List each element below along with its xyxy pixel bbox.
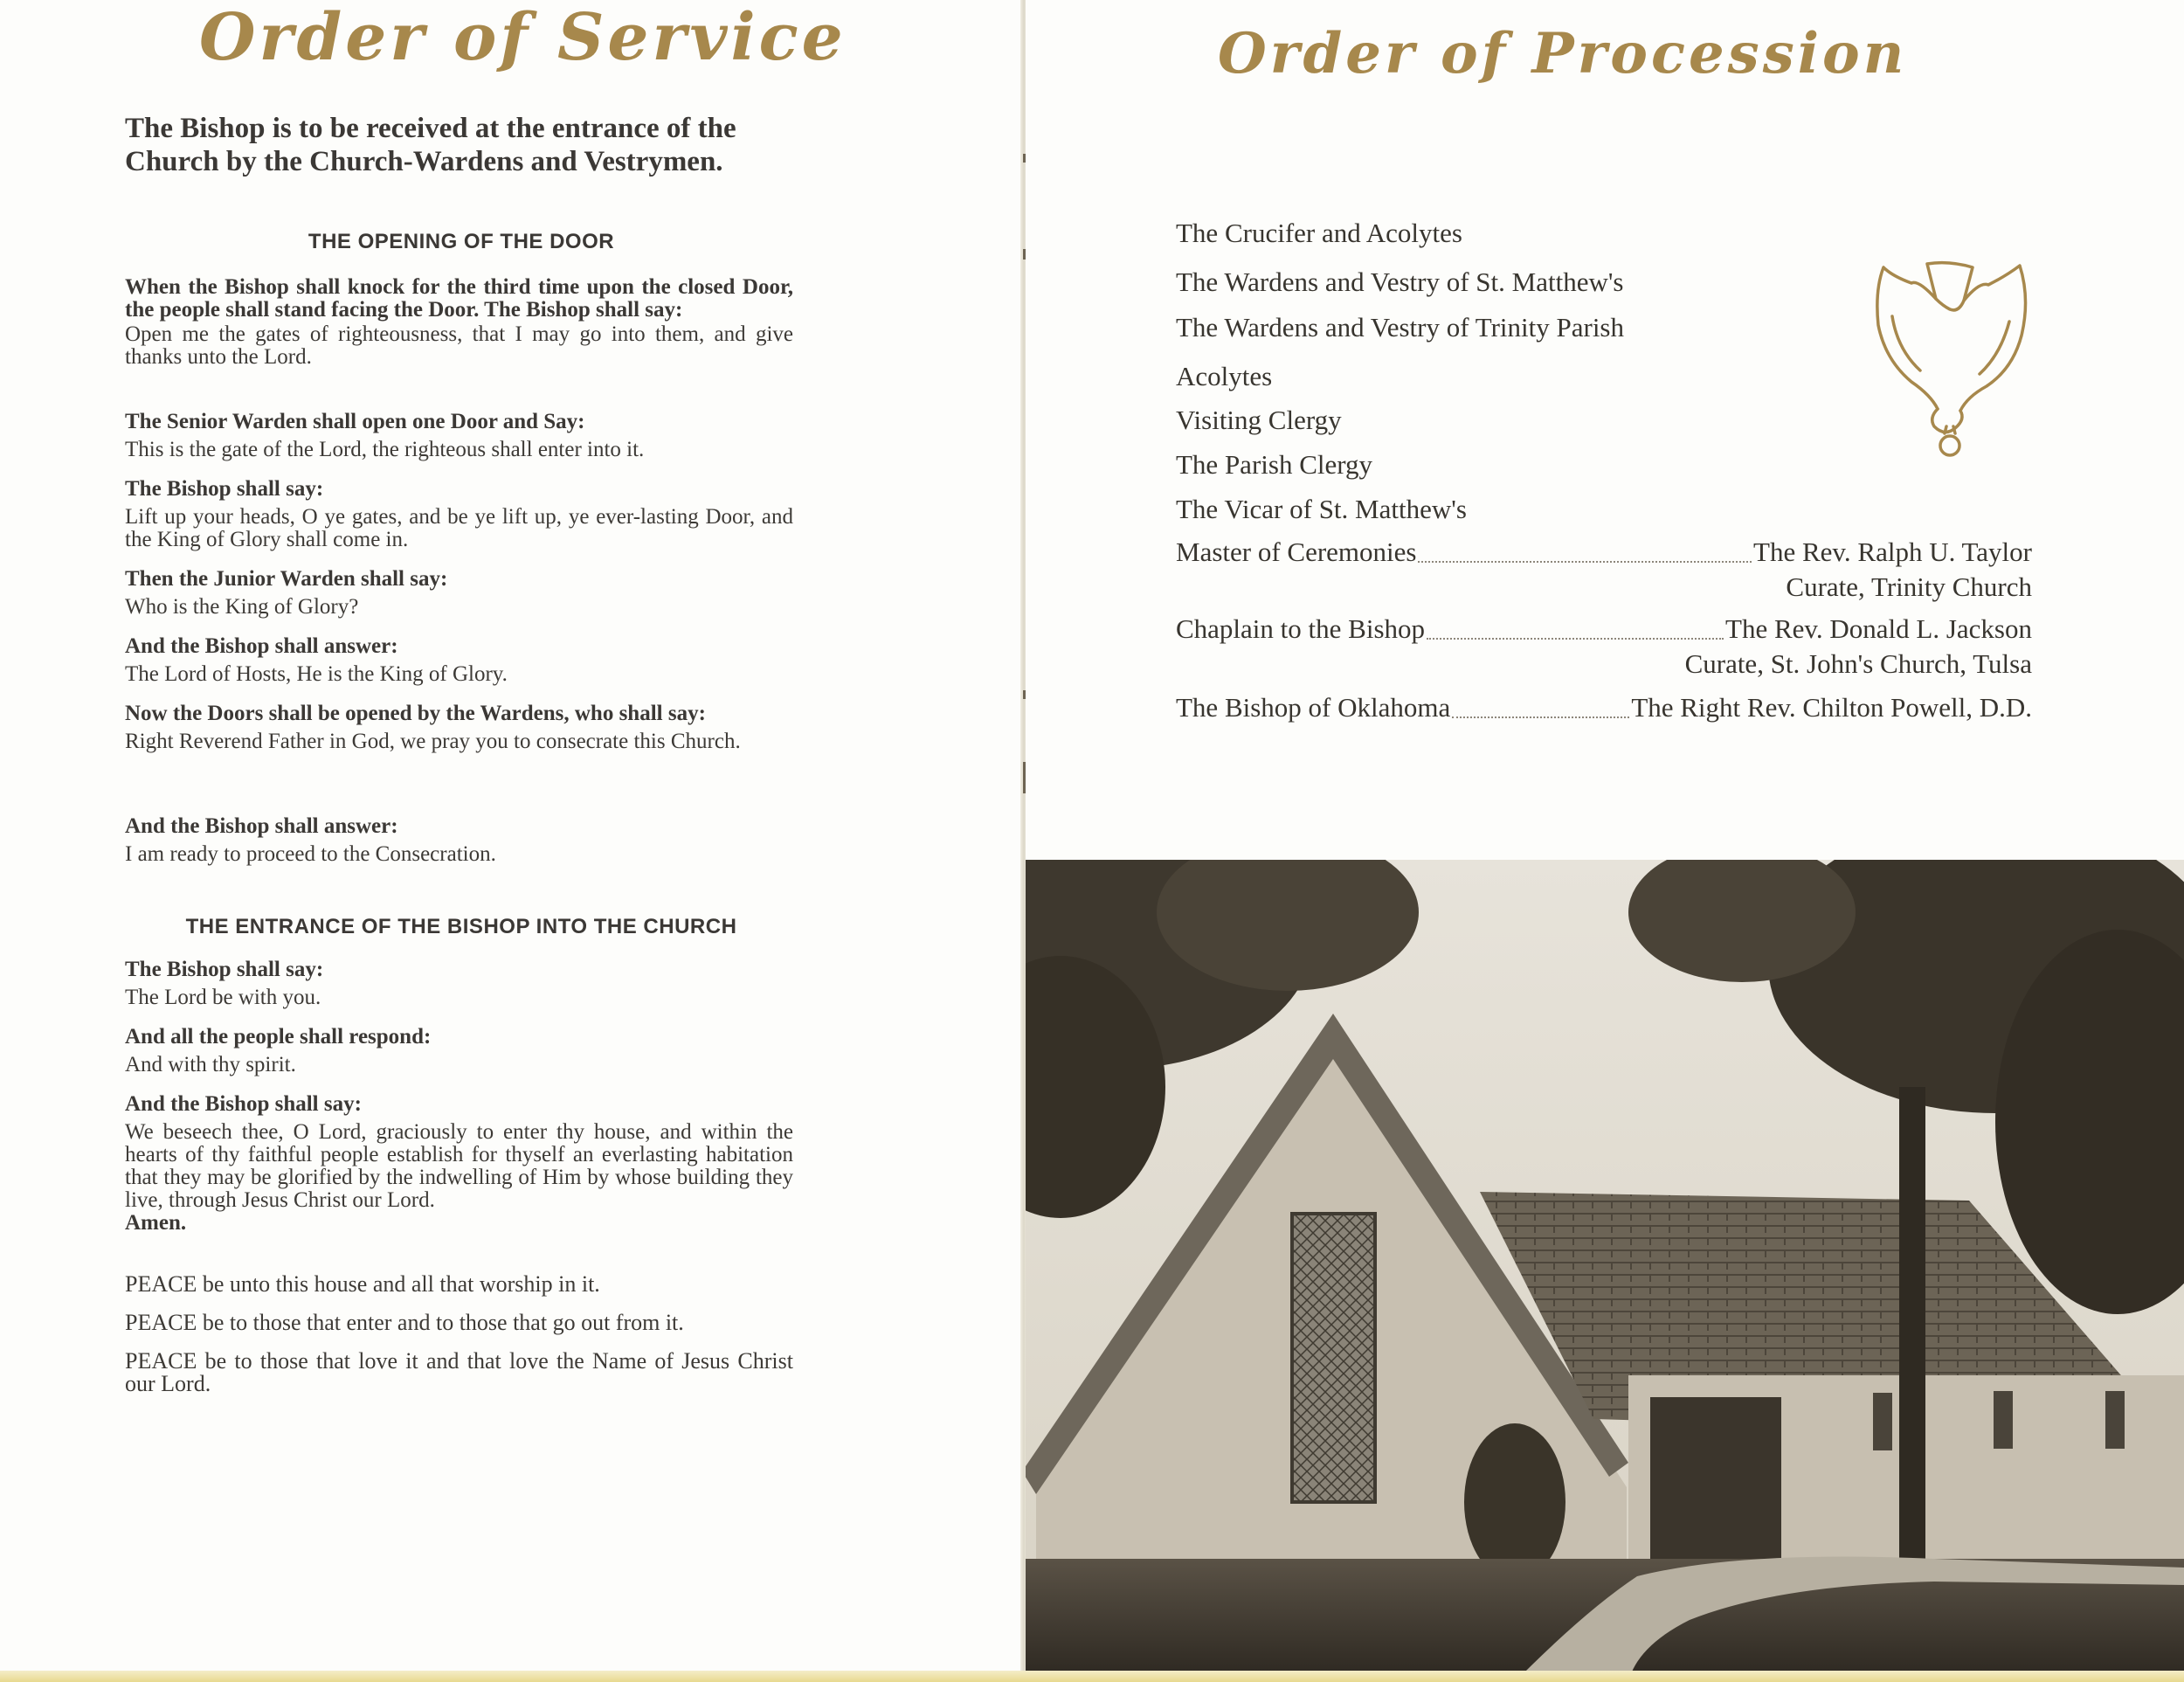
procession-line: The Vicar of St. Matthew's xyxy=(1176,494,1467,524)
official-role: Master of Ceremonies xyxy=(1176,536,1417,567)
spoken-text: The Lord of Hosts, He is the King of Glory. xyxy=(125,662,508,686)
peace-line: PEACE be to those that love it and that love the Name of Jesus Christ our Lord. xyxy=(125,1348,793,1396)
rubric-text: The Senior Warden shall open one Door and Say: xyxy=(125,410,585,433)
rubric-text: And the Bishop shall answer: xyxy=(125,634,398,658)
church-photograph xyxy=(1026,860,2184,1682)
rubric-text: And all the people shall respond: xyxy=(125,1025,432,1049)
descending-dove-icon xyxy=(1866,255,2032,465)
spoken-text: We beseech thee, O Lord, graciously to enter thy house, and within the hearts of thy faithful people establish for thyself an everlasting habitation that they may be glorified by the indwelling of Him by whose building they live, through Jesus Christ our Lord. xyxy=(125,1120,793,1212)
procession-line: Visiting Clergy xyxy=(1176,405,1342,435)
service-item xyxy=(125,411,793,461)
leader-dots xyxy=(1427,638,1724,640)
spoken-text: Who is the King of Glory? xyxy=(125,595,359,619)
official-name: The Right Rev. Chilton Powell, D.D. xyxy=(1631,692,2032,723)
spoken-text: Lift up your heads, O ye gates, and be ye lift up, ye ever-lasting Door, and the King of Glory shall come in. xyxy=(125,505,793,551)
rubric-text: Now the Doors shall be opened by the Wardens, who shall say: xyxy=(125,702,706,725)
procession-line: The Parish Clergy xyxy=(1176,449,1373,480)
official-role: The Bishop of Oklahoma xyxy=(1176,692,1451,723)
order-of-service-title: Order of Service xyxy=(199,0,847,75)
left-page xyxy=(0,0,1022,1682)
rubric-text: The Bishop shall say: xyxy=(125,477,324,501)
procession-official xyxy=(1176,612,2032,682)
spoken-text: The Lord be with you. xyxy=(125,986,321,1009)
service-item xyxy=(125,815,793,866)
peace-line: PEACE be to those that enter and to those that go out from it. xyxy=(125,1310,684,1335)
spoken-text: Right Reverend Father in God, we pray you to consecrate this Church. xyxy=(125,730,741,753)
section-heading-entrance: THE ENTRANCE OF THE BISHOP INTO THE CHURCH xyxy=(185,915,737,938)
peace-line: PEACE be unto this house and all that worship in it. xyxy=(125,1271,600,1297)
procession-line: The Wardens and Vestry of St. Matthew's xyxy=(1176,266,1624,297)
rubric-text: Then the Junior Warden shall say: xyxy=(125,567,448,591)
rubric-text: And the Bishop shall say: xyxy=(125,1092,362,1116)
official-subtitle: Curate, St. John's Church, Tulsa xyxy=(1684,648,2032,679)
order-of-procession-title: Order of Procession xyxy=(1218,21,1908,87)
official-role: Chaplain to the Bishop xyxy=(1176,613,1426,644)
leader-dots xyxy=(1418,561,1752,563)
page-edge xyxy=(0,1671,2184,1682)
service-item xyxy=(125,959,793,1009)
official-name: The Rev. Ralph U. Taylor xyxy=(1753,536,2032,567)
procession-line: The Wardens and Vestry of Trinity Parish xyxy=(1176,312,1624,343)
service-item xyxy=(125,478,793,551)
section-heading-opening-door: THE OPENING OF THE DOOR xyxy=(308,230,615,253)
intro-rubric: The Bishop is to be received at the entrance of the Church by the Church-Wardens and Vestrymen. xyxy=(125,113,736,177)
official-name: The Rev. Donald L. Jackson xyxy=(1725,613,2032,644)
rubric-text: And the Bishop shall answer: xyxy=(125,814,398,838)
rubric-text: When the Bishop shall knock for the third time upon the closed Door, the people shall stand facing the Door. The Bishop shall say: xyxy=(125,275,793,322)
service-item xyxy=(125,276,793,369)
right-page xyxy=(1026,0,2184,1682)
procession-official xyxy=(1176,535,2032,605)
spoken-text: I am ready to proceed to the Consecration. xyxy=(125,842,496,866)
leader-dots xyxy=(1452,716,1629,718)
service-item xyxy=(125,703,793,753)
service-item xyxy=(125,1026,793,1076)
service-item xyxy=(125,635,793,686)
rubric-text: The Bishop shall say: xyxy=(125,958,324,981)
spoken-text: This is the gate of the Lord, the righteous shall enter into it. xyxy=(125,438,645,461)
service-item xyxy=(125,1093,793,1235)
spoken-text: Open me the gates of righteousness, that I may go into them, and give thanks unto the Lord. xyxy=(125,322,793,369)
amen-text: Amen. xyxy=(125,1211,187,1235)
procession-official xyxy=(1176,690,2032,725)
procession-line: The Crucifer and Acolytes xyxy=(1176,218,1462,248)
spoken-text: And with thy spirit. xyxy=(125,1053,296,1076)
procession-line: Acolytes xyxy=(1176,361,1273,391)
official-subtitle: Curate, Trinity Church xyxy=(1786,571,2032,602)
service-item xyxy=(125,568,793,619)
